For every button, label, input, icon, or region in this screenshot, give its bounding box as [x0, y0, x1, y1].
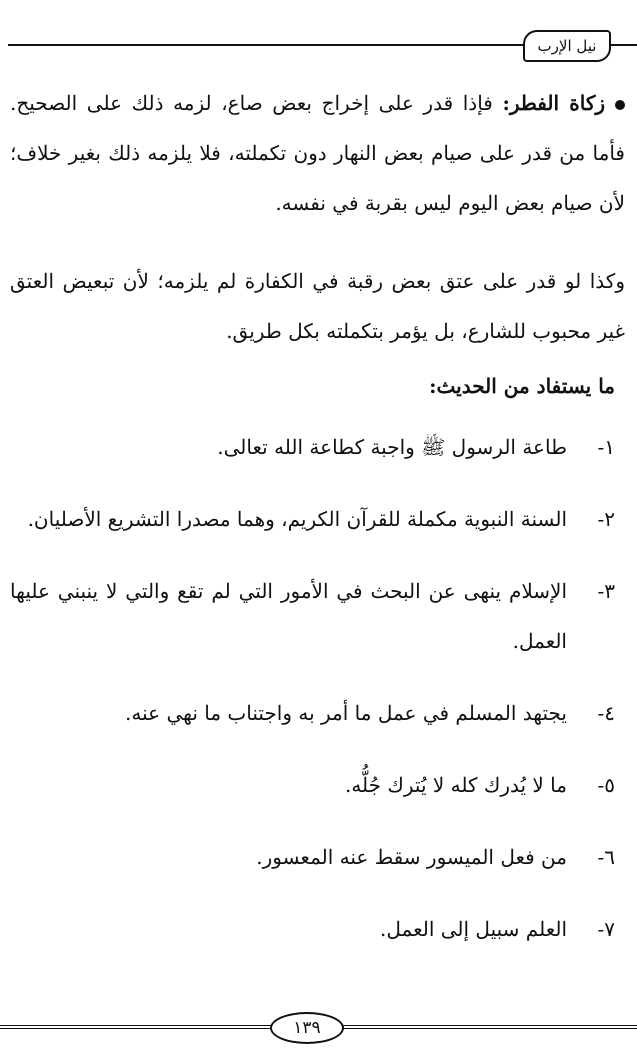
- item-number: ٧-: [597, 917, 615, 941]
- paragraph-kaffara: وكذا لو قدر على عتق بعض رقبة في الكفارة لم يلزمه؛ لأن تبعيض العتق غير محبوب للشارع، بل يؤمر بتكملته بكل طريق.: [10, 269, 625, 343]
- item-text: ما لا يُدرك كله لا يُترك جُلُّه.: [344, 773, 567, 797]
- list-item: [10, 688, 615, 738]
- item-number: ١-: [597, 435, 615, 459]
- item-text: طاعة الرسول ﷺ واجبة كطاعة الله تعالى.: [217, 435, 567, 459]
- item-number: ٣-: [597, 579, 615, 603]
- page-number: ١٣٩: [270, 1012, 344, 1044]
- benefits-list: [10, 422, 615, 954]
- paragraph-text: فإذا قدر على إخراج بعض صاع، لزمه ذلك على الصحيح. فأما من قدر على صيام بعض النهار دون تكملته، فلا يلزمه ذلك بغير خلاف؛ لأن صيام بعض اليوم ليس بقربة في نفسه.: [10, 91, 625, 215]
- item-number: ٢-: [597, 507, 615, 531]
- item-text: الإسلام ينهى عن البحث في الأمور التي لم تقع والتي لا ينبني عليها العمل.: [10, 579, 567, 653]
- header-rule: [8, 44, 525, 46]
- item-text: العلم سبيل إلى العمل.: [380, 917, 567, 941]
- item-number: ٤-: [597, 701, 615, 725]
- footer-rule-left: [0, 1025, 277, 1029]
- item-number: ٥-: [597, 773, 615, 797]
- item-text: يجتهد المسلم في عمل ما أمر به واجتناب ما نهي عنه.: [125, 701, 567, 725]
- item-text: من فعل الميسور سقط عنه المعسور.: [256, 845, 567, 869]
- list-item: [10, 566, 615, 666]
- item-text: السنة النبوية مكملة للقرآن الكريم، وهما مصدرا التشريع الأصليان.: [27, 507, 567, 531]
- list-item: [10, 494, 615, 544]
- list-item: [10, 832, 615, 882]
- section-heading: ما يستفاد من الحديث:: [429, 374, 615, 398]
- list-item: [10, 904, 615, 954]
- header-rule-end: [611, 44, 637, 46]
- item-number: ٦-: [597, 845, 615, 869]
- list-item: [10, 422, 615, 472]
- paragraph-lead: زكاة الفطر:: [502, 91, 605, 115]
- running-header-title: نيل الإرب: [523, 30, 611, 62]
- bullet-icon: [615, 100, 625, 110]
- paragraph-zakat-al-fitr: [10, 78, 625, 228]
- footer-rule-right: [340, 1025, 637, 1029]
- list-item: [10, 760, 615, 810]
